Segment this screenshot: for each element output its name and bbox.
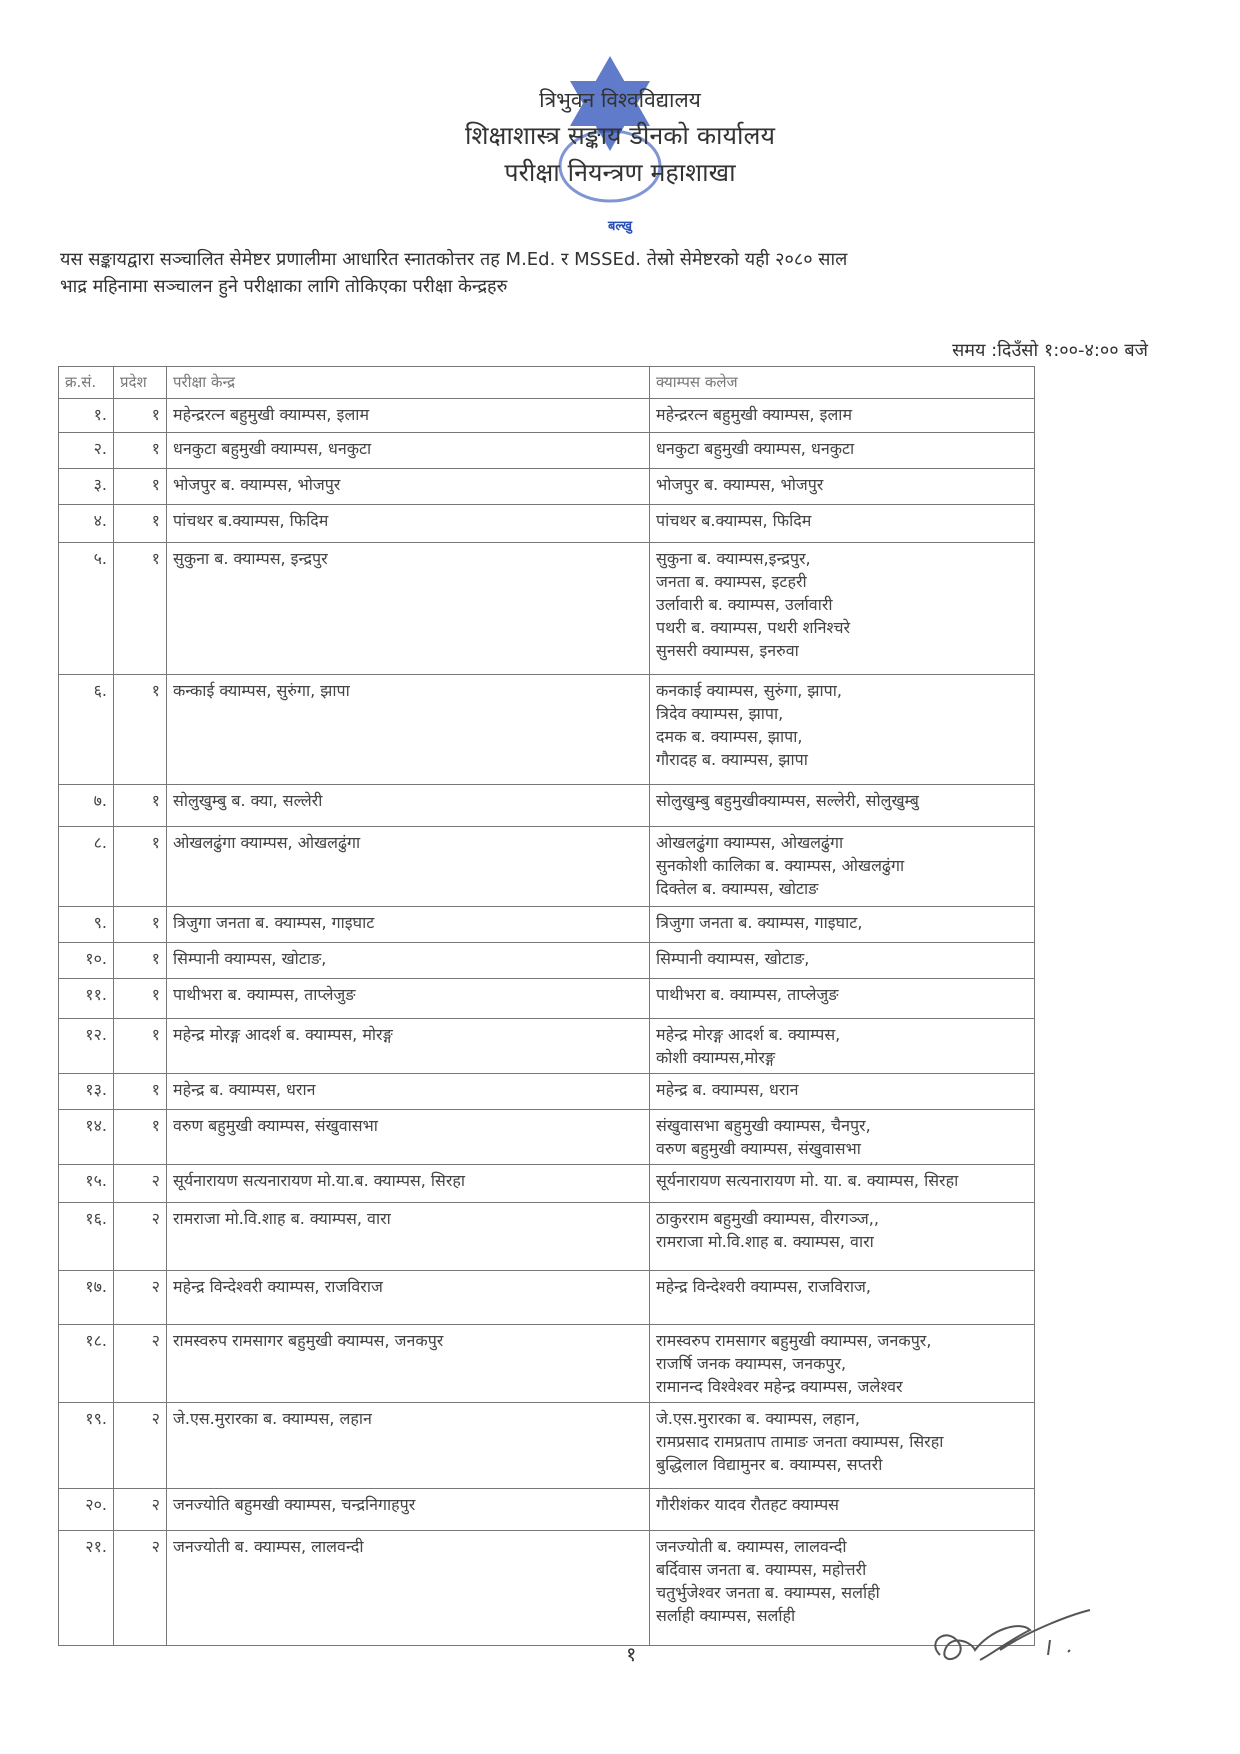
university-name: त्रिभुवन विश्वविद्यालय xyxy=(539,88,701,112)
table-row xyxy=(59,675,1035,785)
campus-name: कोशी क्याम्पस,मोरङ्ग xyxy=(656,1048,776,1067)
exam-center: महेन्द्र मोरङ्ग आदर्श ब. क्याम्पस, मोरङ्ग xyxy=(167,1019,650,1074)
exam-center: महेन्द्र विन्देश्वरी क्याम्पस, राजविराज xyxy=(167,1271,650,1325)
serial-number: १७. xyxy=(59,1271,114,1325)
campus-list xyxy=(650,543,1035,675)
serial-number: १५. xyxy=(59,1165,114,1203)
intro-line-2: भाद्र महिनामा सञ्चालन हुने परीक्षाका लागि तोकिएका परीक्षा केन्द्रहरु xyxy=(60,276,508,297)
province: २ xyxy=(114,1165,167,1203)
campus-name: कनकाई क्याम्पस, सुरुंगा, झापा, xyxy=(656,681,842,700)
serial-number: १. xyxy=(59,399,114,433)
province: १ xyxy=(114,469,167,505)
campus-name: जनज्योती ब. क्याम्पस, लालवन्दी xyxy=(656,1537,847,1556)
province: १ xyxy=(114,433,167,469)
exam-center: रामराजा मो.वि.शाह ब. क्याम्पस, वारा xyxy=(167,1203,650,1271)
campus-name: सिम्पानी क्याम्पस, खोटाङ, xyxy=(656,949,810,968)
province: २ xyxy=(114,1489,167,1531)
serial-number: १६. xyxy=(59,1203,114,1271)
table-row xyxy=(59,827,1035,907)
campus-name: पांचथर ब.क्याम्पस, फिदिम xyxy=(656,511,812,530)
campus-list xyxy=(650,675,1035,785)
campus-name: बर्दिवास जनता ब. क्याम्पस, महोत्तरी xyxy=(656,1560,867,1579)
campus-name: पाथीभरा ब. क्याम्पस, ताप्लेजुङ xyxy=(656,985,839,1004)
exam-center: कन्काई क्याम्पस, सुरुंगा, झापा xyxy=(167,675,650,785)
province: १ xyxy=(114,543,167,675)
exam-center: पांचथर ब.क्याम्पस, फिदिम xyxy=(167,505,650,543)
table-row xyxy=(59,785,1035,827)
province: १ xyxy=(114,943,167,979)
campus-name: सर्लाही क्याम्पस, सर्लाही xyxy=(656,1606,796,1625)
campus-list xyxy=(650,1074,1035,1110)
campus-list xyxy=(650,907,1035,943)
table-row xyxy=(59,1165,1035,1203)
exam-center: सुकुना ब. क्याम्पस, इन्द्रपुर xyxy=(167,543,650,675)
campus-list xyxy=(650,943,1035,979)
table-row xyxy=(59,1271,1035,1325)
province: १ xyxy=(114,827,167,907)
campus-list xyxy=(650,979,1035,1019)
division-name: परीक्षा नियन्त्रण महाशाखा xyxy=(504,158,736,187)
campus-list xyxy=(650,1271,1035,1325)
campus-name: सोलुखुम्बु बहुमुखीक्याम्पस, सल्लेरी, सोलुखुम्बु xyxy=(656,791,919,810)
campus-name: संखुवासभा बहुमुखी क्याम्पस, चैनपुर, xyxy=(656,1116,871,1135)
province: १ xyxy=(114,785,167,827)
campus-name: राजर्षि जनक क्याम्पस, जनकपुर, xyxy=(656,1354,847,1373)
table-row xyxy=(59,1110,1035,1165)
serial-number: ५. xyxy=(59,543,114,675)
exam-center: सोलुखुम्बु ब. क्या, सल्लेरी xyxy=(167,785,650,827)
table-row xyxy=(59,943,1035,979)
table-row xyxy=(59,1531,1035,1646)
campus-list xyxy=(650,1403,1035,1489)
campus-list xyxy=(650,1203,1035,1271)
serial-number: २१. xyxy=(59,1531,114,1646)
campus-name: ओखलढुंगा क्याम्पस, ओखलढुंगा xyxy=(656,833,844,852)
province: २ xyxy=(114,1325,167,1403)
campus-name: त्रिदेव क्याम्पस, झापा, xyxy=(656,704,784,723)
table-row xyxy=(59,1489,1035,1531)
exam-center: त्रिजुगा जनता ब. क्याम्पस, गाइघाट xyxy=(167,907,650,943)
campus-list xyxy=(650,1019,1035,1074)
campus-name: भोजपुर ब. क्याम्पस, भोजपुर xyxy=(656,475,824,494)
serial-number: १८. xyxy=(59,1325,114,1403)
province: १ xyxy=(114,675,167,785)
exam-center: जनज्योति बहुमखी क्याम्पस, चन्द्रनिगाहपुर xyxy=(167,1489,650,1531)
campus-list xyxy=(650,469,1035,505)
campus-name: गौरादह ब. क्याम्पस, झापा xyxy=(656,750,808,769)
table-row xyxy=(59,433,1035,469)
intro-paragraph xyxy=(60,246,1060,300)
exam-center: वरुण बहुमुखी क्याम्पस, संखुवासभा xyxy=(167,1110,650,1165)
table-row xyxy=(59,469,1035,505)
campus-name: धनकुटा बहुमुखी क्याम्पस, धनकुटा xyxy=(656,439,855,458)
serial-number: १०. xyxy=(59,943,114,979)
exam-center: महेन्द्ररत्न बहुमुखी क्याम्पस, इलाम xyxy=(167,399,650,433)
serial-number: २. xyxy=(59,433,114,469)
table-row xyxy=(59,1074,1035,1110)
province: १ xyxy=(114,1110,167,1165)
campus-name: महेन्द्र मोरङ्ग आदर्श ब. क्याम्पस, xyxy=(656,1025,841,1044)
exam-center: पाथीभरा ब. क्याम्पस, ताप्लेजुङ xyxy=(167,979,650,1019)
campus-name: रामस्वरुप रामसागर बहुमुखी क्याम्पस, जनकपुर, xyxy=(656,1331,932,1350)
serial-number: ९. xyxy=(59,907,114,943)
exam-center: जे.एस.मुरारका ब. क्याम्पस, लहान xyxy=(167,1403,650,1489)
header-province: प्रदेश xyxy=(114,367,167,399)
table-row xyxy=(59,1203,1035,1271)
campus-list xyxy=(650,785,1035,827)
exam-time: समय :दिउँसो १:००-४:०० बजे xyxy=(952,340,1148,361)
serial-number: ८. xyxy=(59,827,114,907)
campus-name: ठाकुरराम बहुमुखी क्याम्पस, वीरगञ्ज,, xyxy=(656,1209,879,1228)
campus-name: जनता ब. क्याम्पस, इटहरी xyxy=(656,572,807,591)
table-row xyxy=(59,907,1035,943)
campus-list xyxy=(650,399,1035,433)
header-sn: क्र.सं. xyxy=(59,367,114,399)
exam-centers-table xyxy=(58,366,1035,1646)
campus-name: सूर्यनारायण सत्यनारायण मो. या. ब. क्याम्पस, सिरहा xyxy=(656,1171,959,1190)
intro-line-1: यस सङ्कायद्वारा सञ्चालित सेमेष्टर प्रणालीमा आधारित स्नातकोत्तर तह M.Ed. र MSSEd. तेस्रो सेमेष्टरको यही २०८० साल xyxy=(60,249,848,270)
serial-number: ७. xyxy=(59,785,114,827)
campus-name: सुनसरी क्याम्पस, इनरुवा xyxy=(656,641,799,660)
province: १ xyxy=(114,979,167,1019)
header-campus: क्याम्पस कलेज xyxy=(650,367,1035,399)
exam-center: सूर्यनारायण सत्यनारायण मो.या.ब. क्याम्पस, सिरहा xyxy=(167,1165,650,1203)
exam-center: भोजपुर ब. क्याम्पस, भोजपुर xyxy=(167,469,650,505)
serial-number: १४. xyxy=(59,1110,114,1165)
exam-center: रामस्वरुप रामसागर बहुमुखी क्याम्पस, जनकपुर xyxy=(167,1325,650,1403)
serial-number: १९. xyxy=(59,1403,114,1489)
province: १ xyxy=(114,505,167,543)
serial-number: ११. xyxy=(59,979,114,1019)
exam-center: धनकुटा बहुमुखी क्याम्पस, धनकुटा xyxy=(167,433,650,469)
serial-number: ४. xyxy=(59,505,114,543)
campus-name: सुनकोशी कालिका ब. क्याम्पस, ओखलढुंगा xyxy=(656,856,905,875)
campus-name: रामानन्द विश्वेश्वर महेन्द्र क्याम्पस, जलेश्वर xyxy=(656,1377,903,1396)
province: २ xyxy=(114,1271,167,1325)
table-row xyxy=(59,979,1035,1019)
table-row xyxy=(59,1325,1035,1403)
province: २ xyxy=(114,1203,167,1271)
campus-name: पथरी ब. क्याम्पस, पथरी शनिश्चरे xyxy=(656,618,851,637)
table-row xyxy=(59,505,1035,543)
signature xyxy=(920,1600,1100,1680)
table-row xyxy=(59,543,1035,675)
campus-list xyxy=(650,505,1035,543)
campus-list xyxy=(650,1325,1035,1403)
campus-name: वरुण बहुमुखी क्याम्पस, संखुवासभा xyxy=(656,1139,861,1158)
serial-number: १२. xyxy=(59,1019,114,1074)
campus-name: चतुर्भुजेश्वर जनता ब. क्याम्पस, सर्लाही xyxy=(656,1583,880,1602)
province: २ xyxy=(114,1403,167,1489)
location: बल्खु xyxy=(607,219,633,234)
campus-name: महेन्द्र विन्देश्वरी क्याम्पस, राजविराज, xyxy=(656,1277,871,1296)
campus-list xyxy=(650,1489,1035,1531)
campus-name: त्रिजुगा जनता ब. क्याम्पस, गाइघाट, xyxy=(656,913,863,932)
exam-center: महेन्द्र ब. क्याम्पस, धरान xyxy=(167,1074,650,1110)
province: १ xyxy=(114,907,167,943)
serial-number: २०. xyxy=(59,1489,114,1531)
serial-number: १३. xyxy=(59,1074,114,1110)
table-header-row xyxy=(59,367,1035,399)
page-number: १ xyxy=(626,1642,637,1666)
campus-name: गौरीशंकर यादव रौतहट क्याम्पस xyxy=(656,1495,839,1514)
province: १ xyxy=(114,1074,167,1110)
office-name: शिक्षाशास्त्र सङ्काय डीनको कार्यालय xyxy=(465,121,775,150)
campus-name: उर्लावारी ब. क्याम्पस, उर्लावारी xyxy=(656,595,833,614)
province: १ xyxy=(114,1019,167,1074)
campus-name: जे.एस.मुरारका ब. क्याम्पस, लहान, xyxy=(656,1409,860,1428)
exam-center: ओखलढुंगा क्याम्पस, ओखलढुंगा xyxy=(167,827,650,907)
serial-number: ६. xyxy=(59,675,114,785)
campus-list xyxy=(650,433,1035,469)
campus-name: रामराजा मो.वि.शाह ब. क्याम्पस, वारा xyxy=(656,1232,874,1251)
table-row xyxy=(59,1019,1035,1074)
campus-name: दिक्तेल ब. क्याम्पस, खोटाङ xyxy=(656,879,819,898)
table-row xyxy=(59,399,1035,433)
campus-name: दमक ब. क्याम्पस, झापा, xyxy=(656,727,803,746)
campus-name: बुद्धिलाल विद्यामुनर ब. क्याम्पस, सप्तरी xyxy=(656,1455,883,1474)
campus-name: सुकुना ब. क्याम्पस,इन्द्रपुर, xyxy=(656,549,811,568)
campus-name: रामप्रसाद रामप्रताप तामाङ जनता क्याम्पस, सिरहा xyxy=(656,1432,944,1451)
campus-list xyxy=(650,1165,1035,1203)
campus-name: महेन्द्र ब. क्याम्पस, धरान xyxy=(656,1080,799,1099)
province: २ xyxy=(114,1531,167,1646)
serial-number: ३. xyxy=(59,469,114,505)
exam-center: सिम्पानी क्याम्पस, खोटाङ, xyxy=(167,943,650,979)
exam-center: जनज्योती ब. क्याम्पस, लालवन्दी xyxy=(167,1531,650,1646)
table-row xyxy=(59,1403,1035,1489)
campus-name: महेन्द्ररत्न बहुमुखी क्याम्पस, इलाम xyxy=(656,405,853,424)
header-exam-center: परीक्षा केन्द्र xyxy=(167,367,650,399)
campus-list xyxy=(650,1110,1035,1165)
campus-list xyxy=(650,827,1035,907)
province: १ xyxy=(114,399,167,433)
